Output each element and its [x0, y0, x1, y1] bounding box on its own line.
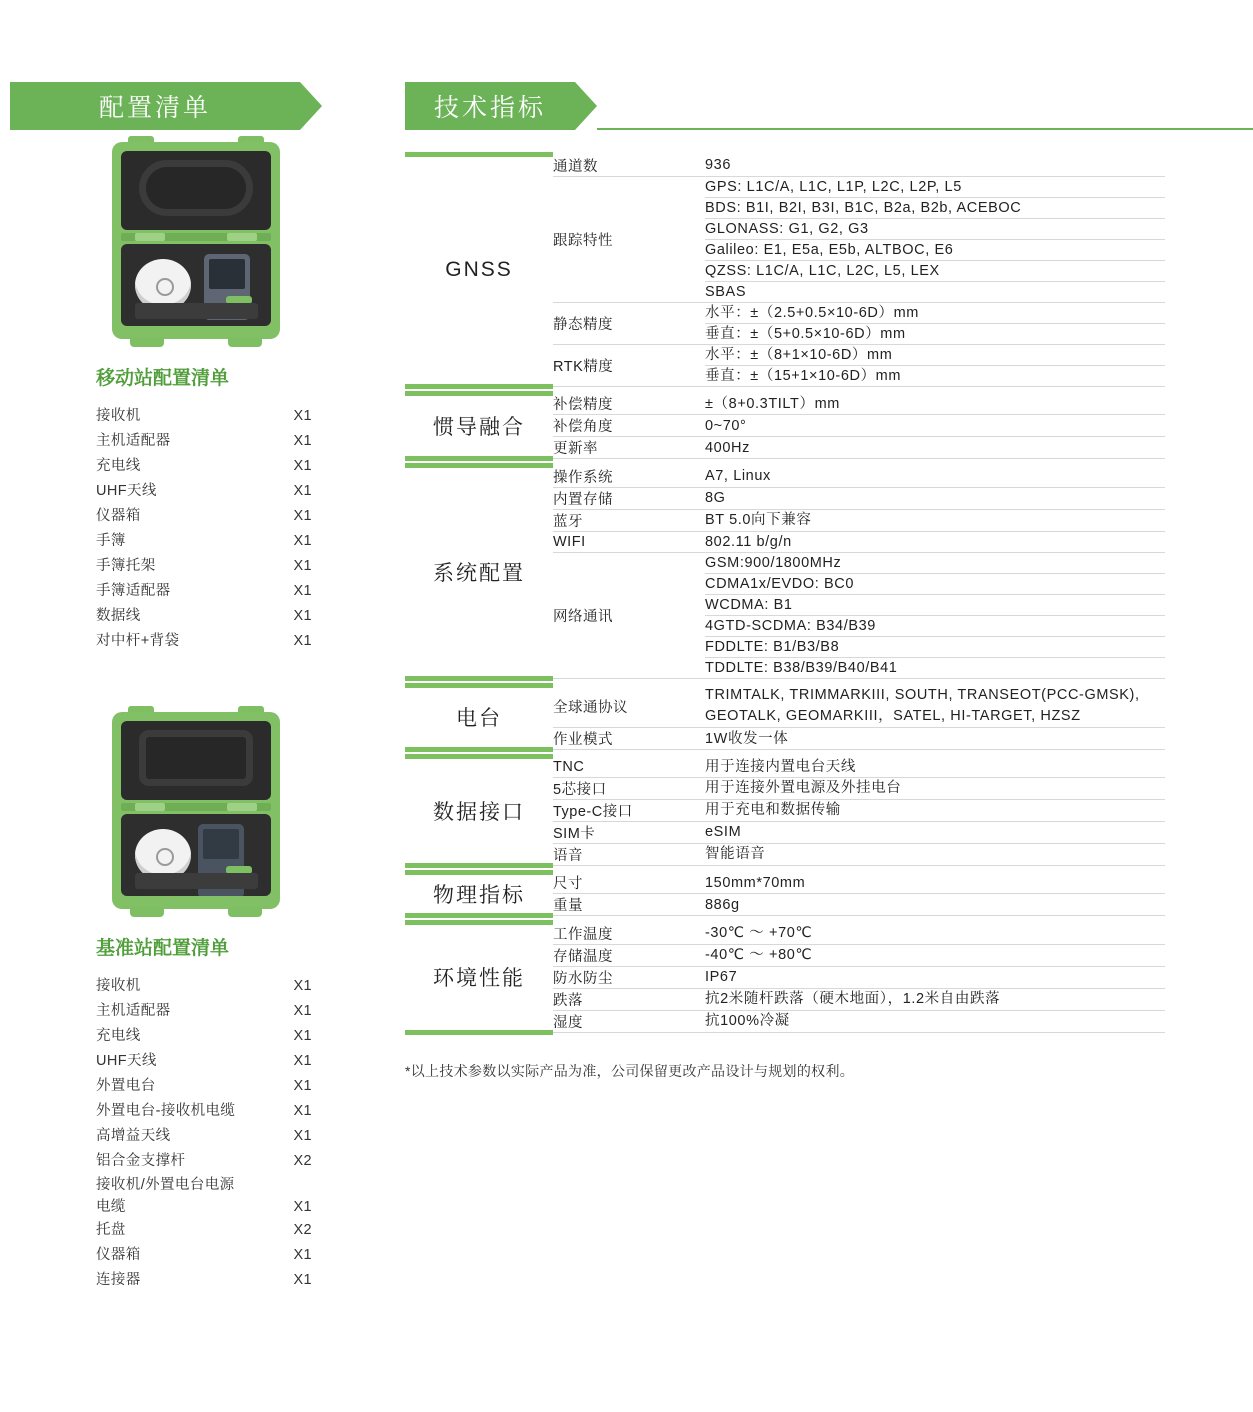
spec-value: SBAS [705, 281, 1165, 302]
list-item [96, 604, 312, 629]
list-item-label: 主机适配器 [96, 1003, 171, 1019]
list-item-qty: X2 [293, 1222, 312, 1238]
spec-value: GLONASS: G1, G2, G3 [705, 218, 1165, 239]
configuration-list-header [10, 82, 300, 130]
spec-value: eSIM [705, 821, 1165, 843]
spec-value: GPS: L1C/A, L1C, L1P, L2C, L2P, L5 [705, 176, 1165, 197]
list-item-qty: X1 [293, 408, 312, 424]
spec-subcategory: 重量 [553, 894, 705, 916]
spec-category: 物理指标 [405, 872, 553, 916]
configuration-list-title: 配置清单 [98, 94, 211, 122]
spec-value: 垂直：±（5+0.5×10-6D）mm [705, 323, 1165, 344]
list-item-qty: X1 [293, 1103, 312, 1119]
list-item [96, 1243, 312, 1268]
spec-subcategory: 语音 [553, 843, 705, 865]
table-row [405, 685, 1165, 728]
spec-value: 8G [705, 487, 1165, 509]
list-item-qty: X1 [293, 508, 312, 524]
list-item-label: UHF天线 [96, 1053, 157, 1069]
list-item [96, 1074, 312, 1099]
list-item-qty: X1 [293, 633, 312, 649]
list-item [96, 629, 312, 654]
spec-value: 400Hz [705, 437, 1165, 459]
list-item-label: 接收机 [96, 408, 141, 424]
spec-value: 抗2米随杆跌落（硬木地面），1.2米自由跌落 [705, 988, 1165, 1010]
spec-value: 用于连接外置电源及外挂电台 [705, 777, 1165, 799]
rover-kit-title: 移动站配置清单 [96, 368, 230, 389]
spec-value: ±（8+0.3TILT）mm [705, 393, 1165, 415]
spec-subcategory: TNC [553, 757, 705, 778]
list-item-label: 数据线 [96, 608, 141, 624]
list-item-label: 主机适配器 [96, 433, 171, 449]
list-item-qty: X1 [293, 433, 312, 449]
list-item [96, 529, 312, 554]
list-item-label: 托盘 [96, 1222, 126, 1238]
spec-subcategory: 跌落 [553, 988, 705, 1010]
list-item-qty: X2 [293, 1153, 312, 1169]
spec-value: 802.11 b/g/n [705, 531, 1165, 552]
list-item-label: 接收机/外置电台电源电缆 [96, 1177, 235, 1215]
list-item-qty: X1 [293, 1028, 312, 1044]
spec-subcategory: 尺寸 [553, 872, 705, 894]
spec-value: FDDLTE: B1/B3/B8 [705, 636, 1165, 657]
spec-subcategory: 湿度 [553, 1010, 705, 1032]
rover-kit-list [96, 404, 312, 654]
list-item-label: 充电线 [96, 458, 141, 474]
list-item-label: 连接器 [96, 1272, 141, 1288]
spec-value: BDS: B1I, B2I, B3I, B1C, B2a, B2b, ACEBOC [705, 197, 1165, 218]
spec-subcategory: 5芯接口 [553, 777, 705, 799]
list-item-label: 铝合金支撑杆 [96, 1153, 186, 1169]
list-item-qty: X1 [293, 583, 312, 599]
list-item-label: UHF天线 [96, 483, 157, 499]
table-row [405, 466, 1165, 488]
list-item-qty: X1 [293, 558, 312, 574]
spec-value: 水平：±（2.5+0.5×10-6D）mm [705, 302, 1165, 323]
list-item [96, 429, 312, 454]
spec-subcategory: 内置存储 [553, 487, 705, 509]
configuration-list-column [0, 0, 392, 1412]
list-item-qty: X1 [293, 1199, 312, 1215]
spec-subcategory: 静态精度 [553, 302, 705, 344]
list-item-qty: X1 [293, 608, 312, 624]
spec-value: 0~70° [705, 415, 1165, 437]
list-item-label: 手簿适配器 [96, 583, 171, 599]
table-row [405, 393, 1165, 415]
spec-subcategory: 通道数 [553, 155, 705, 177]
list-item [96, 1099, 312, 1124]
spec-category: GNSS [405, 155, 553, 387]
spec-subcategory: 蓝牙 [553, 509, 705, 531]
spec-value: 936 [705, 155, 1165, 177]
spec-subcategory: 存储温度 [553, 944, 705, 966]
list-item-label: 仪器箱 [96, 508, 141, 524]
list-item [96, 554, 312, 579]
list-item-label: 外置电台 [96, 1078, 156, 1094]
tech-spec-column [405, 0, 1253, 1081]
list-item-label: 充电线 [96, 1028, 141, 1044]
spec-value: 1W收发一体 [705, 728, 1165, 750]
spec-subcategory: 补偿角度 [553, 415, 705, 437]
list-item-label: 手簿 [96, 533, 126, 549]
spec-value: TDDLTE: B38/B39/B40/B41 [705, 657, 1165, 678]
spec-table [405, 152, 1165, 1035]
list-item-qty: X1 [293, 1053, 312, 1069]
spec-value: A7, Linux [705, 466, 1165, 488]
list-item-qty: X1 [293, 1078, 312, 1094]
list-item-qty: X1 [293, 483, 312, 499]
list-item [96, 404, 312, 429]
spec-value: IP67 [705, 966, 1165, 988]
list-item [96, 504, 312, 529]
list-item [96, 1268, 312, 1293]
spec-value: 水平：±（8+1×10-6D）mm [705, 344, 1165, 365]
tech-spec-header [405, 82, 575, 130]
spec-value: 抗100%冷凝 [705, 1010, 1165, 1032]
list-item-label: 接收机 [96, 978, 141, 994]
table-row [405, 872, 1165, 894]
spec-value: 150mm*70mm [705, 872, 1165, 894]
tech-spec-title: 技术指标 [433, 94, 546, 122]
spec-subcategory: 网络通讯 [553, 552, 705, 678]
spec-value: 垂直：±（15+1×10-6D）mm [705, 365, 1165, 386]
list-item-label: 手簿托架 [96, 558, 156, 574]
spec-subcategory: RTK精度 [553, 344, 705, 386]
spec-subcategory: 防水防尘 [553, 966, 705, 988]
base-case-image [0, 700, 392, 915]
list-item-qty: X1 [293, 533, 312, 549]
footnote: *以上技术参数以实际产品为准，公司保留更改产品设计与规划的权利。 [405, 1062, 855, 1079]
list-item [96, 1049, 312, 1074]
spec-value: BT 5.0向下兼容 [705, 509, 1165, 531]
spec-subcategory: SIM卡 [553, 821, 705, 843]
spec-subcategory: 补偿精度 [553, 393, 705, 415]
spec-subcategory: 工作温度 [553, 923, 705, 945]
spec-value: 用于连接内置电台天线 [705, 757, 1165, 778]
spec-value: TRIMTALK, TRIMMARKIII, SOUTH, TRANSEOT(PCC-GMSK), GEOTALK, GEOMARKIII，SATEL, HI-TARGET, HZSZ [705, 685, 1165, 728]
list-item [96, 974, 312, 999]
list-item-qty: X1 [293, 458, 312, 474]
base-kit-title: 基准站配置清单 [96, 938, 230, 959]
list-item [96, 579, 312, 604]
spec-category: 电台 [405, 685, 553, 750]
list-item-qty: X1 [293, 1247, 312, 1263]
list-item-qty: X1 [293, 1003, 312, 1019]
spec-value: -40℃ ～ +80℃ [705, 944, 1165, 966]
spec-value: WCDMA: B1 [705, 594, 1165, 615]
list-item [96, 1124, 312, 1149]
list-item-label: 仪器箱 [96, 1247, 141, 1263]
spec-value: CDMA1x/EVDO: BC0 [705, 573, 1165, 594]
list-item-qty: X1 [293, 1272, 312, 1288]
list-item [96, 1174, 312, 1218]
header-divider [597, 128, 1253, 130]
list-item [96, 1024, 312, 1049]
list-item-label: 外置电台-接收机电缆 [96, 1103, 236, 1119]
spec-subcategory: 全球通协议 [553, 685, 705, 728]
list-item-label: 高增益天线 [96, 1128, 171, 1144]
list-item [96, 1218, 312, 1243]
spec-value: -30℃ ～ +70℃ [705, 923, 1165, 945]
spec-category: 环境性能 [405, 923, 553, 1033]
list-item-label: 对中杆+背袋 [96, 633, 180, 649]
spec-category: 系统配置 [405, 466, 553, 679]
spec-value: QZSS: L1C/A, L1C, L2C, L5, LEX [705, 260, 1165, 281]
spec-subcategory: Type-C接口 [553, 799, 705, 821]
spec-subcategory: 作业模式 [553, 728, 705, 750]
spec-category: 惯导融合 [405, 393, 553, 459]
base-kit-list [96, 974, 312, 1293]
spec-value: Galileo: E1, E5a, E5b, ALTBOC, E6 [705, 239, 1165, 260]
table-row [405, 923, 1165, 945]
spec-subcategory: 跟踪特性 [553, 176, 705, 302]
list-item [96, 999, 312, 1024]
spec-category: 数据接口 [405, 757, 553, 866]
list-item [96, 1149, 312, 1174]
spec-value: 886g [705, 894, 1165, 916]
spec-value: 智能语音 [705, 843, 1165, 865]
rover-case-image [0, 130, 392, 345]
spec-value: 用于充电和数据传输 [705, 799, 1165, 821]
list-item-qty: X1 [293, 1128, 312, 1144]
list-item [96, 454, 312, 479]
spec-subcategory: 更新率 [553, 437, 705, 459]
table-row [405, 155, 1165, 177]
spec-value: 4GTD-SCDMA: B34/B39 [705, 615, 1165, 636]
list-item [96, 479, 312, 504]
spec-value: GSM:900/1800MHz [705, 552, 1165, 573]
spec-subcategory: WIFI [553, 531, 705, 552]
table-row [405, 757, 1165, 778]
list-item-qty: X1 [293, 978, 312, 994]
spec-subcategory: 操作系统 [553, 466, 705, 488]
